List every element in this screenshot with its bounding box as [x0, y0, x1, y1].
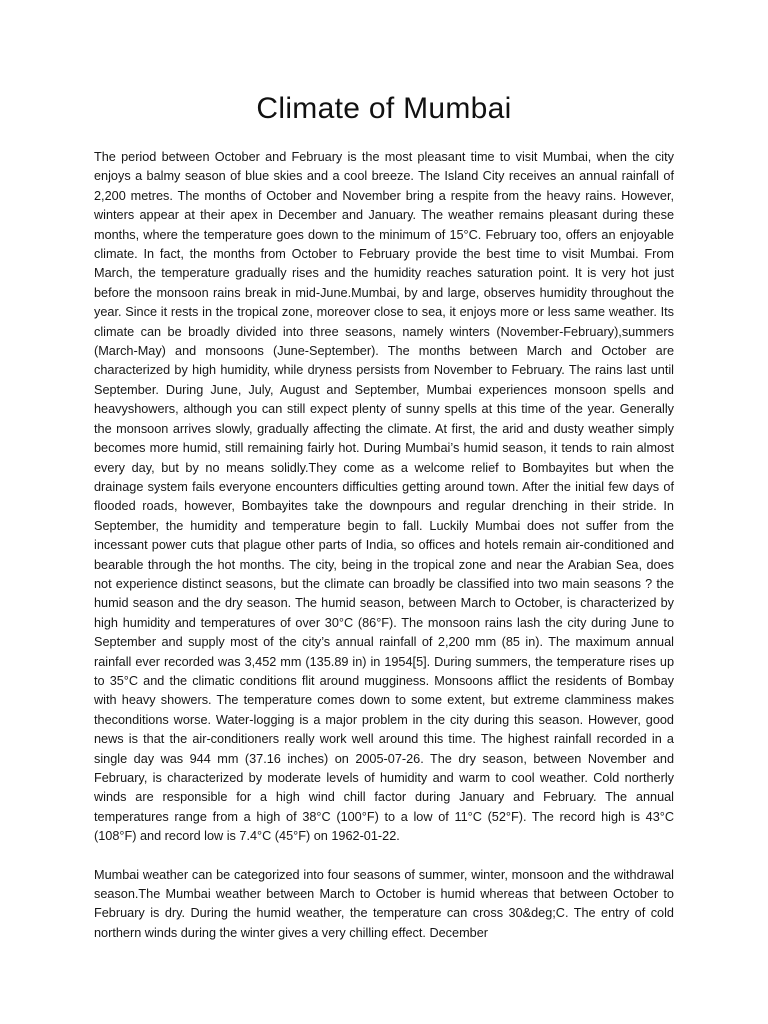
body-paragraph-2: Mumbai weather can be categorized into four seasons of summer, winter, monsoon and the withdrawal season.The Mumbai weather between March to October is humid whereas that between October to February is dry. During the humid weather, the temperature can cross 30&deg;C. The entry of cold northern winds during the winter gives a very chilling effect. December [94, 867, 674, 940]
document-title: Climate of Mumbai [256, 92, 512, 125]
body-paragraph-1: The period between October and February is the most pleasant time to visit Mumbai, when the city enjoys a balmy season of blue skies and a cool breeze. The Island City receives an annual rainfall of 2,200 metres. The months of October and November bring a respite from the heavy rains. However, winters appear at their apex in December and January. The weather remains pleasant during these months, where the temperature goes down to the minimum of 15°C. February too, offers an enjoyable climate. In fact, the months from October to February provide the best time to visit Mumbai. From March, the temperature gradually rises and the humidity reaches saturation point. It is very hot just before the monsoon rains break in mid-June.Mumbai, by and large, observes humidity throughout the year. Since it rests in the tropical zone, moreover close to sea, it enjoys more or less same weather. Its climate can be broadly divided into three seasons, namely winters (November-February),summers (March-May) and monsoons (June-September). The months between March and October are characterized by high humidity, while dryness persists from November to February. The rains last until September. During June, July, August and September, Mumbai experiences monsoon spells and heavyshowers, although you can still expect plenty of sunny spells at this time of the year. Generally the monsoon arrives slowly, gradually affecting the climate. At first, the arid and dusty weather simply becomes more humid, still remaining fairly hot. During Mumbai’s humid season, it tends to rain almost every day, but by no means solidly.They come as a welcome relief to Bombayites but when the drainage system fails everyone encounters difficulties getting around town. After the initial few days of flooded roads, however, Bombayites take the downpours and regular drenching in their stride. In September, the humidity and temperature begin to fall. Luckily Mumbai does not suffer from the incessant power cuts that plague other parts of India, so offices and hotels remain air-conditioned and bearable through the hot months. The city, being in the tropical zone and near the Arabian Sea, does not experience distinct seasons, but the climate can broadly be classified into two main seasons ? the humid season and the dry season. The humid season, between March to October, is characterized by high humidity and temperatures of over 30°C (86°F). The monsoon rains lash the city during June to September and supply most of the city’s annual rainfall of 2,200 mm (85 in). The maximum annual rainfall ever recorded was 3,452 mm (135.89 in) in 1954[5]. During summers, the temperature rises up to 35°C and the climatic conditions flit around mugginess. Monsoons afflict the residents of Bombay with heavy showers. The temperature comes down to some extent, but extreme clamminess makes theconditions worse. Water-logging is a major problem in the city during this season. However, good news is that the air-conditioners really work well around this time. The highest rainfall recorded in a single day was 944 mm (37.16 inches) on 2005-07-26. The dry season, between November and February, is characterized by moderate levels of humidity and warm to cool weather. Cold northerly winds are responsible for a high wind chill factor during January and February. The annual temperatures range from a high of 38°C (100°F) to a low of 11°C (52°F). The record high is 43°C (108°F) and record low is 7.4°C (45°F) on 1962-01-22. [94, 150, 674, 844]
